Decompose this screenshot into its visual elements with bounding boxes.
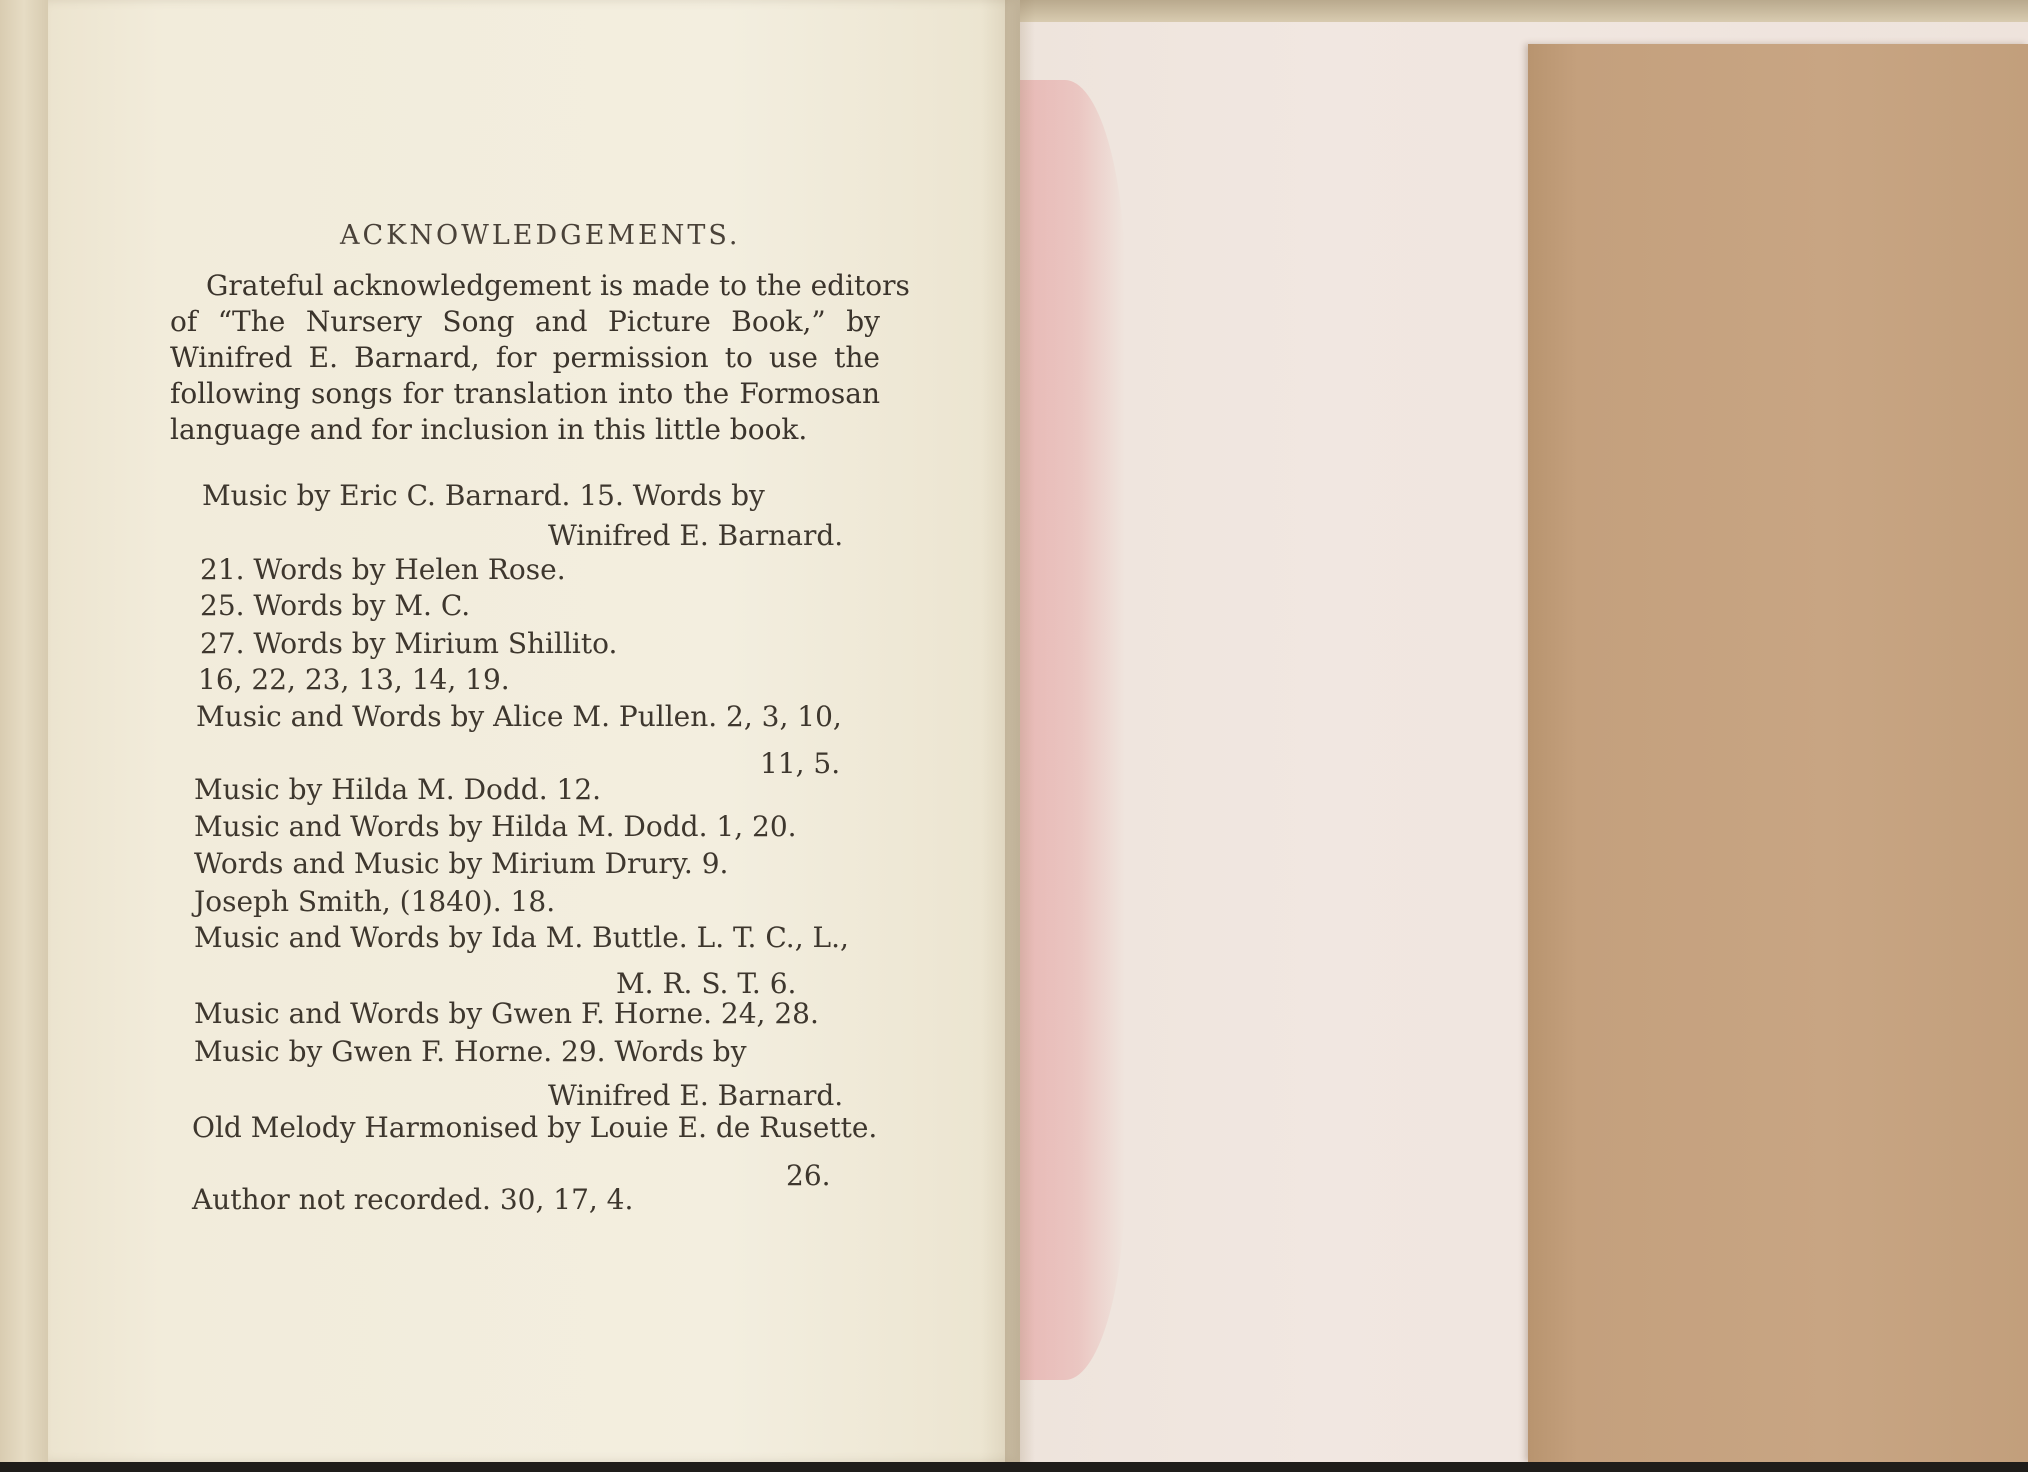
credit-line: Words and Music by Mirium Drury. 9.: [194, 847, 729, 880]
intro-line: following songs for translation into the Formosan: [170, 377, 880, 410]
brown-paper-insert: [1528, 44, 2028, 1462]
credit-line: Music by Hilda M. Dodd. 12.: [194, 773, 602, 806]
credit-line: Music by Eric C. Barnard. 15. Words by: [202, 479, 765, 512]
credit-line: 16, 22, 23, 13, 14, 19.: [198, 663, 510, 696]
bottom-edge: [0, 1462, 2028, 1472]
credit-line: Music and Words by Ida M. Buttle. L. T. C., L.,: [194, 921, 849, 954]
credit-line: Joseph Smith, (1840). 18.: [194, 885, 556, 918]
credit-line: Music and Words by Alice M. Pullen. 2, 3, 10,: [196, 700, 842, 733]
credit-line: Author not recorded. 30, 17, 4.: [192, 1183, 634, 1216]
credit-line: M. R. S. T. 6.: [616, 967, 797, 1000]
credit-line: 27. Words by Mirium Shillito.: [200, 627, 618, 660]
intro-line: of “The Nursery Song and Picture Book,” by: [170, 305, 880, 338]
credit-line: Music and Words by Gwen F. Horne. 24, 28.: [194, 997, 819, 1030]
page-title: ACKNOWLEDGEMENTS.: [340, 220, 741, 251]
pink-stain: [1020, 80, 1125, 1380]
credit-line: Winifred E. Barnard.: [548, 1079, 844, 1112]
spine-shadow: [1005, 0, 1035, 1472]
intro-line: language and for inclusion in this little book.: [170, 413, 808, 446]
credit-line: 21. Words by Helen Rose.: [200, 553, 566, 586]
torn-paper-strip: [1020, 0, 2028, 22]
intro-line: Grateful acknowledgement is made to the editors: [206, 269, 910, 302]
credit-line: Old Melody Harmonised by Louie E. de Rusette.: [192, 1111, 878, 1144]
credit-line: 26.: [786, 1159, 831, 1192]
intro-line: Winifred E. Barnard, for permission to use the: [170, 341, 880, 374]
intro-paragraph: [170, 268, 910, 448]
credit-line: Winifred E. Barnard.: [548, 519, 844, 552]
credit-line: 25. Words by M. C.: [200, 589, 471, 622]
credit-line: Music and Words by Hilda M. Dodd. 1, 20.: [194, 810, 797, 843]
credit-line: 11, 5.: [760, 747, 841, 780]
credit-line: Music by Gwen F. Horne. 29. Words by: [194, 1035, 747, 1068]
